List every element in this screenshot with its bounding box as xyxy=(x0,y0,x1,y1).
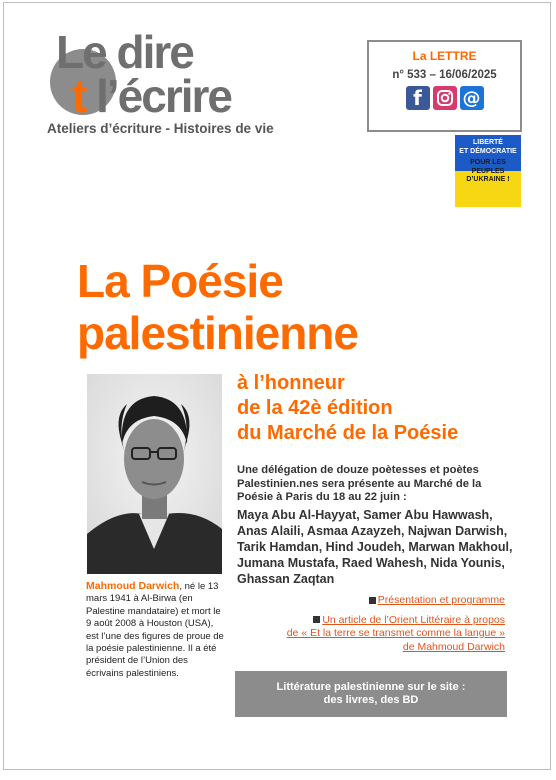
ukraine-banner[interactable] xyxy=(455,135,521,207)
article-link-line-1[interactable]: Un article de l’Orient Littéraire à propos xyxy=(322,613,505,626)
bullet-square-icon xyxy=(313,616,320,623)
program-link[interactable]: Présentation et programme xyxy=(377,594,505,606)
intro-text: Une délégation de douze poètesses et poètes Palestinien.nes sera présente au Marché de la Poésie à Paris du 18 au 22 juin : xyxy=(237,464,482,503)
article-link-line-2[interactable]: de « Et la terre se transmet comme la langue » xyxy=(286,627,505,639)
logo-le: Le xyxy=(56,26,106,78)
logo-ecrire: l’écrire xyxy=(85,70,232,122)
subheadline xyxy=(237,371,458,446)
headline-line-2: palestinienne xyxy=(77,307,358,359)
caption-text: , né le 13 mars 1941 à Al-Birwa (en Palestine mandataire) et mort le 9 août 2008 à Houston (USA), est l’une des figures de proue de la poésie palestinienne. Il a été président de l’Union des écrivains palestiniens. xyxy=(86,581,224,679)
portrait-caption xyxy=(86,580,226,680)
lettre-title: La LETTRE xyxy=(412,49,477,63)
logo-line-1 xyxy=(56,26,193,78)
logo-line-2 xyxy=(72,70,232,122)
headline xyxy=(77,255,358,359)
email-at-icon[interactable]: @ xyxy=(460,86,484,110)
article-body xyxy=(237,464,517,587)
link-row-3 xyxy=(287,627,505,641)
tagline: Ateliers d’écriture - Histoires de vie xyxy=(47,121,274,136)
newsletter-page xyxy=(3,2,551,770)
link-row-4 xyxy=(287,641,505,655)
portrait-photo xyxy=(87,374,222,574)
subhead-line-3: du Marché de la Poésie xyxy=(237,422,459,444)
lettre-number: n° 533 – 16/06/2025 xyxy=(392,69,497,81)
logo-dire: dire xyxy=(105,26,193,78)
poets-list: Maya Abu Al-Hayyat, Samer Abu Hawwash, Anas Alaili, Asmaa Azayzeh, Najwan Darwish, Tarik Hamdan, Hind Joudeh, Marwan Makhoul, Jumana Mustafa, Raed Wahesh, Nida Younis, Ghassan Zaqtan xyxy=(237,507,513,586)
ukraine-line-3: POUR LES PEUPLES xyxy=(470,159,506,175)
headline-line-1: La Poésie xyxy=(77,255,283,307)
logo-et: t xyxy=(72,70,86,122)
facebook-icon[interactable]: f xyxy=(406,86,430,110)
ukraine-line-2: ET DÉMOCRATIE xyxy=(459,147,517,155)
link-row-2 xyxy=(287,614,505,628)
social-icons xyxy=(369,86,520,110)
ukraine-banner-text xyxy=(455,139,521,185)
ukraine-line-1: LIBERTÉ xyxy=(473,139,503,146)
article-link-line-3[interactable]: de Mahmoud Darwich xyxy=(402,640,505,653)
links-section xyxy=(287,594,505,654)
site-box-line-1: Littérature palestinienne sur le site : xyxy=(276,681,466,693)
instagram-icon[interactable] xyxy=(433,86,457,110)
caption-name: Mahmoud Darwich xyxy=(86,580,180,592)
subhead-line-2: de la 42è édition xyxy=(237,397,393,419)
link-row-1 xyxy=(287,594,505,608)
site-literature-box[interactable] xyxy=(235,671,507,717)
ukraine-line-4: D’UKRAINE ! xyxy=(466,176,510,183)
site-box-line-2: des livres, des BD xyxy=(323,694,419,706)
subhead-line-1: à l’honneur xyxy=(237,372,345,394)
lettre-box xyxy=(367,40,522,132)
logo[interactable] xyxy=(44,21,294,126)
bullet-square-icon xyxy=(369,597,376,604)
